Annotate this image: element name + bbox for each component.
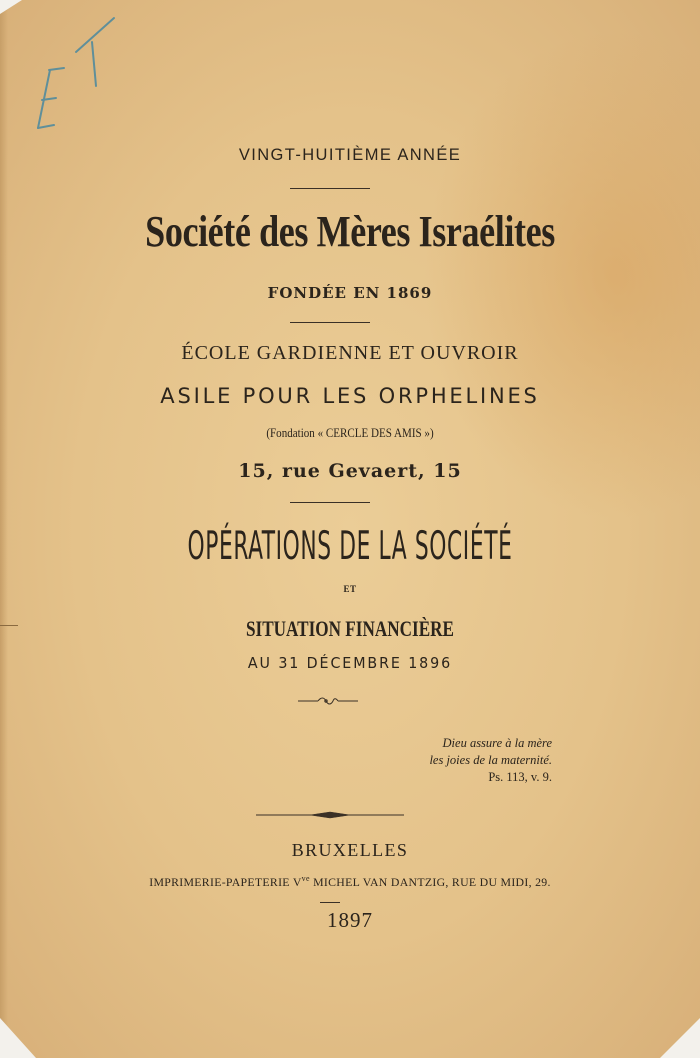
paper-crease — [0, 625, 18, 626]
financial-heading: SITUATION FINANCIÈRE — [245, 616, 455, 641]
city: BRUXELLES — [291, 840, 409, 860]
epigraph-line-2: les joies de la maternité. — [429, 753, 552, 767]
divider-2 — [290, 322, 370, 323]
handwritten-annotation — [28, 12, 118, 132]
torn-corner-top-left — [0, 0, 22, 14]
printer-prefix: IMPRIMERIE-PAPETERIE V — [149, 874, 302, 889]
address: 15, rue Gevaert, 15 — [238, 460, 462, 482]
operations-heading: OPÉRATIONS DE LA SOCIÉTÉ — [187, 524, 513, 569]
founded-year: FONDÉE EN 1869 — [267, 284, 433, 302]
asylum-heading: ASILE POUR LES ORPHELINES — [160, 384, 540, 408]
ornament-large — [254, 810, 406, 820]
edition-year: VINGT-HUITIÈME ANNÉE — [238, 146, 462, 164]
society-title: Société des Mères Israélites — [145, 207, 555, 256]
epigraph-reference: Ps. 113, v. 9. — [488, 770, 552, 784]
epigraph — [429, 735, 552, 786]
divider-1 — [290, 188, 370, 189]
foundation-note: (Fondation « CERCLE DES AMIS ») — [266, 425, 434, 440]
torn-corner-bottom-right — [660, 1018, 700, 1058]
torn-corner-bottom-left — [0, 1018, 36, 1058]
ornament-small — [296, 696, 360, 706]
printer-suffix: MICHEL VAN DANTZIG, RUE DU MIDI, 29. — [309, 874, 551, 889]
printer-line — [0, 874, 700, 890]
printer-sup: ve — [301, 874, 310, 883]
divider-3 — [290, 502, 370, 503]
divider-4 — [320, 902, 340, 903]
epigraph-line-1: Dieu assure à la mère — [442, 736, 552, 750]
conjunction-et: ET — [343, 584, 357, 594]
school-heading: ÉCOLE GARDIENNE ET OUVROIR — [181, 342, 519, 364]
as-of-date: AU 31 DÉCEMBRE 1896 — [247, 654, 453, 672]
print-year: 1897 — [327, 908, 373, 932]
